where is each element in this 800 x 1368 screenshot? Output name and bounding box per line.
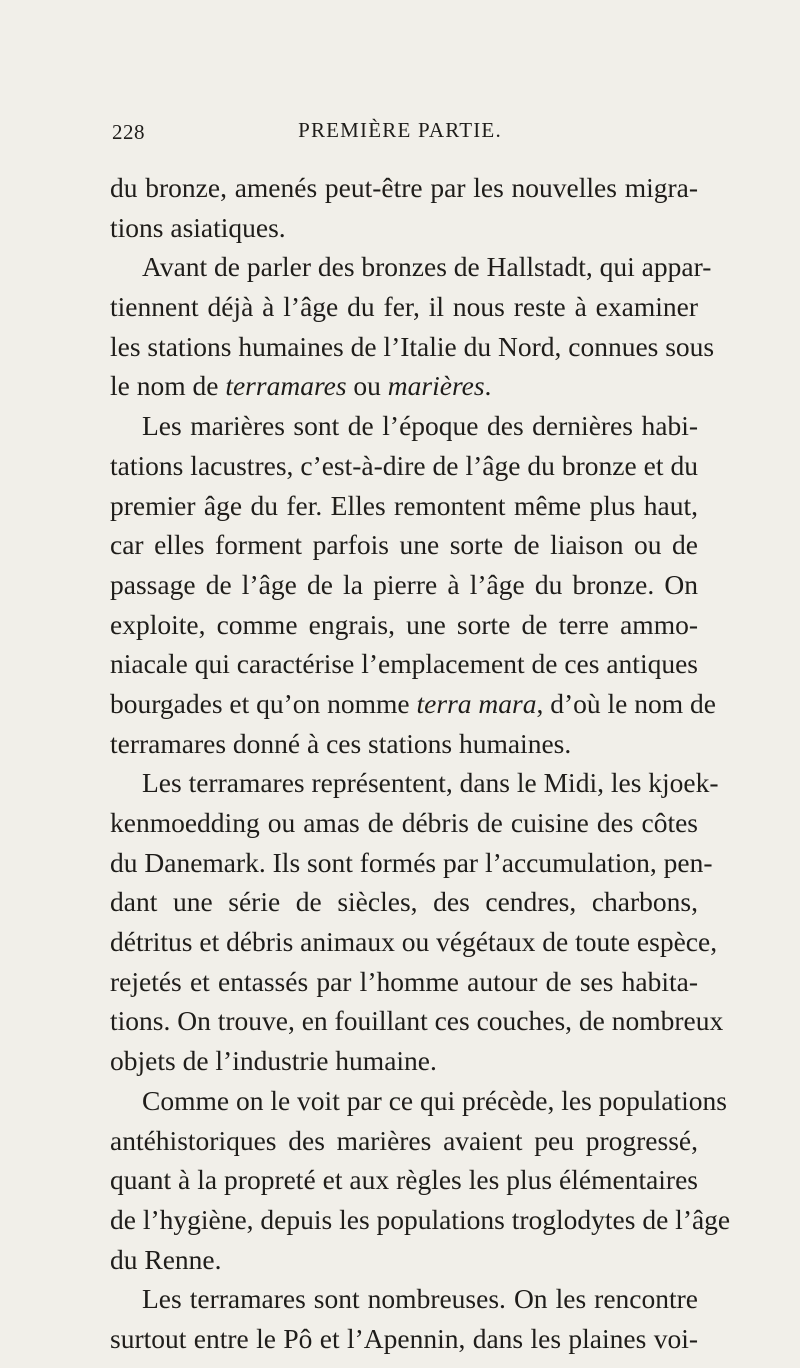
text-line: tations lacustres, c’est-à-dire de l’âge du bronze et du — [110, 449, 698, 481]
text-line: Les terramares sont nombreuses. On les rencontre — [142, 1283, 698, 1315]
italic-term: terramares — [225, 370, 347, 402]
text-line: objets de l’industrie humaine. — [110, 1045, 437, 1077]
text-line: tions asiatiques. — [110, 211, 286, 243]
text-line: premier âge du fer. Elles remontent même plus haut, — [110, 489, 698, 521]
italic-term: marières — [387, 370, 485, 402]
text-line: terramares donné à ces stations humaines. — [110, 727, 572, 759]
text-run: ou — [346, 370, 388, 402]
text-line: tiennent déjà à l’âge du fer, il nous reste à examiner — [110, 291, 698, 323]
text-line: passage de l’âge de la pierre à l’âge du bronze. On — [110, 568, 698, 600]
text-line: quant à la propreté et aux règles les plus élémentaires — [110, 1164, 698, 1196]
text-line: du bronze, amenés peut-être par les nouvelles migra- — [110, 172, 698, 203]
text-line: Les terramares représentent, dans le Midi, les kjoek- — [142, 767, 719, 799]
text-line: Les marières sont de l’époque des dernières habi- — [142, 410, 698, 442]
text-line: du Renne. — [110, 1243, 222, 1275]
text-line: exploite, comme engrais, une sorte de terre ammo- — [110, 608, 698, 640]
text-line: Avant de parler des bronzes de Hallstadt, qui appar- — [142, 251, 712, 283]
page-header — [0, 118, 800, 158]
text-line: dant une série de siècles, des cendres, charbons, — [110, 886, 698, 918]
text-line: du Danemark. Ils sont formés par l’accumulation, pen- — [110, 846, 713, 878]
text-line: kenmoedding ou amas de débris de cuisine des côtes — [110, 807, 698, 838]
page-number: 228 — [112, 120, 145, 144]
text-run: bourgades et qu’on nomme — [110, 687, 417, 719]
text-line: antéhistoriques des marières avaient peu progressé, — [110, 1124, 698, 1156]
body-text — [110, 168, 731, 1359]
text-line: de l’hygiène, depuis les populations troglodytes de l’âge — [110, 1203, 731, 1235]
italic-term: terra mara — [416, 687, 537, 719]
text-line: rejetés et entassés par l’homme autour de ses habita- — [110, 965, 698, 997]
text-run: le nom de — [110, 370, 226, 402]
text-line — [110, 684, 716, 724]
text-line: surtout entre le Pô et l’Apennin, dans les plaines voi- — [110, 1322, 698, 1354]
text-line: tions. On trouve, en fouillant ces couches, de nombreux — [110, 1005, 724, 1037]
text-line: niacale qui caractérise l’emplacement de ces antiques — [110, 648, 698, 680]
text-run: . — [484, 370, 492, 402]
text-line: car elles forment parfois une sorte de liaison ou de — [110, 529, 698, 561]
text-line: Comme on le voit par ce qui précède, les populations — [142, 1084, 727, 1116]
text-line — [110, 366, 698, 406]
text-run: , d’où le nom de — [536, 687, 716, 719]
running-head: PREMIÈRE PARTIE. — [298, 118, 502, 142]
text-line: les stations humaines de l’Italie du Nord, connues sous — [110, 330, 715, 362]
text-line: détritus et débris animaux ou végétaux de toute espèce, — [110, 926, 718, 958]
